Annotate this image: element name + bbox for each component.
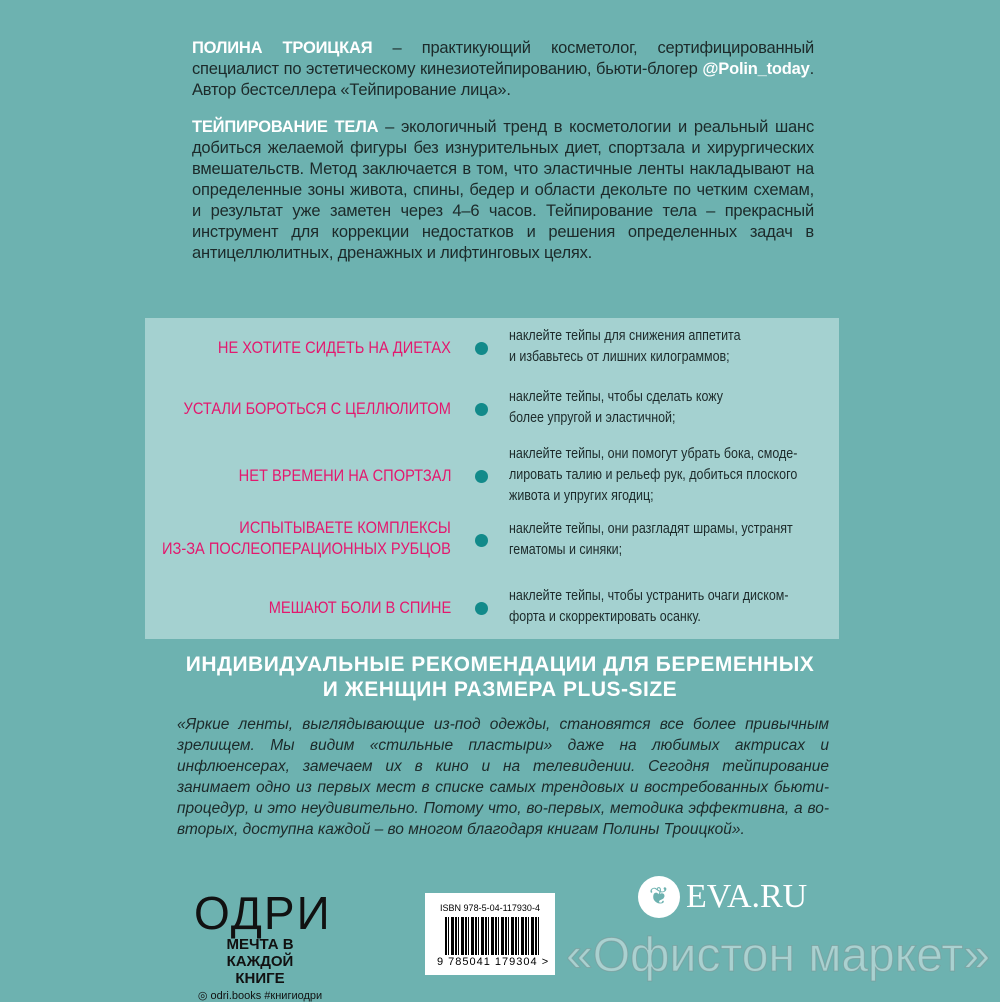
author-paragraph [192, 38, 814, 101]
benefit-problem: НЕ ХОТИТЕ СИДЕТЬ НА ДИЕТАХ [218, 338, 451, 357]
publisher-tagline: КНИГЕ [235, 970, 285, 987]
bullet-dot-icon [475, 470, 488, 483]
benefit-solution: наклейте тейпы для снижения аппетита и избавьтесь от лишних килограммов; [509, 328, 741, 365]
heading-line: ИНДИВИДУАЛЬНЫЕ РЕКОМЕНДАЦИИ ДЛЯ БЕРЕМЕННЫХ [185, 653, 815, 676]
bullet-dot-icon [475, 342, 488, 355]
publisher-social [194, 989, 326, 1002]
isbn-text: ISBN 978-5-04-117930-4 [440, 903, 540, 913]
intro-text [192, 38, 814, 280]
leaf-icon: ❦ [638, 876, 680, 918]
watermark: «Офистон маркет» [566, 929, 991, 982]
section-heading [0, 652, 1000, 702]
topic-paragraph [192, 117, 814, 264]
publisher-logo [194, 887, 332, 1002]
bullet-dot-icon [475, 403, 488, 416]
benefit-problem: МЕШАЮТ БОЛИ В СПИНЕ [268, 598, 451, 617]
benefit-solution: наклейте тейпы, чтобы сделать кожу более упругой и эластичной; [509, 389, 724, 426]
benefit-solution: наклейте тейпы, чтобы устранить очаги диском- форта и скорректировать осанку. [509, 588, 789, 625]
instagram-icon: ◎ [197, 990, 211, 1002]
benefits-panel [145, 318, 839, 639]
author-bio: – практикующий косметолог, сертифицированный специалист по эстетическому кинезиотейпированию, бьюти-блогер [192, 39, 814, 78]
barcode-bars [445, 917, 540, 955]
publisher-name: ОДРИ [194, 887, 332, 939]
topic-name: ТЕЙПИРОВАНИЕ ТЕЛА [192, 118, 379, 136]
author-bio-end: . Автор бестселлера «Тейпирование лица». [192, 60, 814, 99]
benefit-problem: ИСПЫТЫВАЕТЕ КОМПЛЕКСЫ ИЗ-ЗА ПОСЛЕОПЕРАЦИОННЫХ РУБЦОВ [162, 518, 451, 558]
review-quote: «Яркие ленты, выглядывающие из-под одежды, становятся все более привычным зрелищем. Мы видим «стильные пластыри» даже на любимых актрисах и инфлюенсерах, замечаем их в кино и на телевидении. Сегодня тейпирование занимает одно из первых мест в списке самых трендовых и востребованных бьюти-процедур, и это неудивительно. Потому что, во-первых, методика эффективна, а во-вторых, доступна каждой – во многом благодаря книгам Полины Троицкой». [177, 716, 829, 838]
bullet-dot-icon [475, 602, 488, 615]
topic-text: – экологичный тренд в косметологии и реальный шанс добиться желаемой фигуры без изнурительных диет, спортзала и хирургических вмешательств. Метод заключается в том, что эластичные ленты накладывают на определенные зоны живота, спины, бедер и области декольте по четким схемам, и результат уже заметен через 4–6 часов. Тейпирование тела – прекрасный инструмент для коррекции недостатков и решения определенных задач в антицеллюлитных, дренажных и лифтинговых целях. [192, 118, 814, 262]
benefit-solution: наклейте тейпы, они помогут убрать бока, смоде- лировать талию и рельеф рук, добиться плоского живота и упругих ягодиц; [509, 446, 798, 504]
partner-name: EVA.RU [686, 878, 808, 915]
author-handle: @Polin_today [702, 60, 810, 78]
benefit-solution: наклейте тейпы, они разгладят шрамы, устранят гематомы и синяки; [509, 521, 793, 558]
isbn-barcode [425, 893, 555, 975]
author-name: ПОЛИНА ТРОИЦКАЯ [192, 39, 373, 57]
bullet-dot-icon [475, 534, 488, 547]
partner-logo [638, 876, 807, 918]
publisher-tagline: МЕЧТА В КАЖДОЙ [226, 936, 294, 970]
barcode-number: 9 785041 179304 > [437, 956, 550, 968]
benefit-problem: НЕТ ВРЕМЕНИ НА СПОРТЗАЛ [238, 466, 451, 485]
benefit-problem: УСТАЛИ БОРОТЬСЯ С ЦЕЛЛЮЛИТОМ [183, 399, 451, 418]
heading-line: И ЖЕНЩИН РАЗМЕРА PLUS-SIZE [322, 678, 678, 701]
publisher-social-text: odri.books #книгиодри [210, 990, 323, 1002]
